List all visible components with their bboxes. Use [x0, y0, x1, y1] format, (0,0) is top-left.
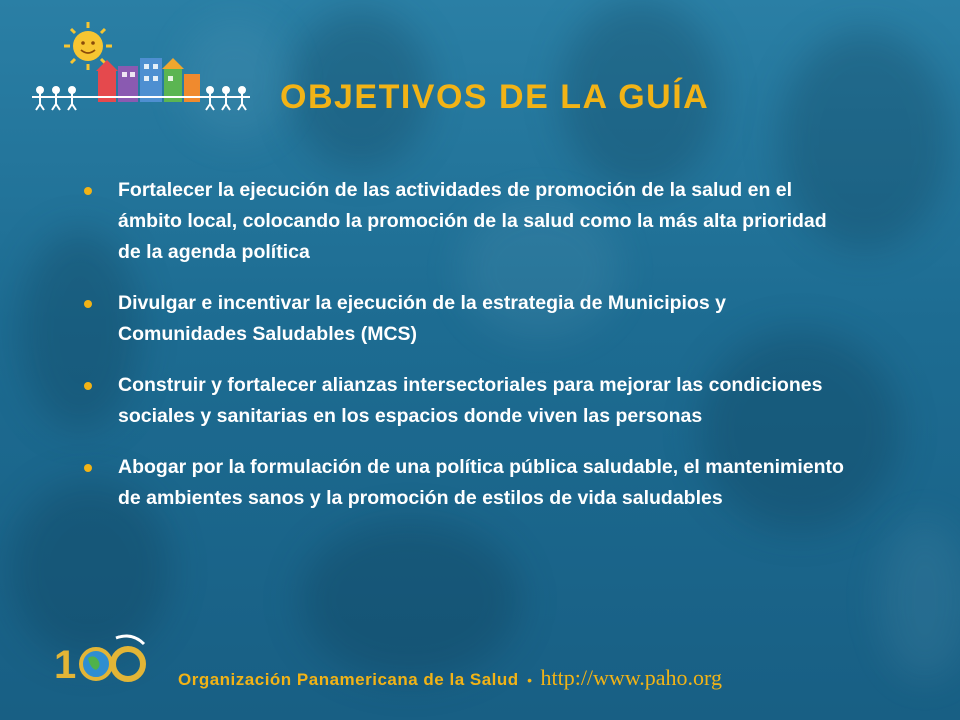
- list-item: [80, 452, 860, 514]
- centennial-one-digit: 1: [54, 643, 77, 687]
- community-houses-sun-logo: [28, 18, 268, 118]
- bullet-dot-icon: [84, 187, 92, 195]
- list-item-text: Divulgar e incentivar la ejecución de la estrategia de Municipios y Comunidades Saludables (MCS): [118, 292, 726, 345]
- footer: [178, 665, 722, 691]
- footer-separator: •: [527, 672, 533, 688]
- paho-centennial-globe-logo: [52, 630, 152, 690]
- list-item-text: Construir y fortalecer alianzas intersectoriales para mejorar las condiciones sociales y sanitarias en los espacios donde viven las personas: [118, 374, 823, 427]
- list-item: [80, 175, 838, 268]
- organization-name: Organización Panamericana de la Salud: [178, 670, 519, 689]
- list-item-text: Abogar por la formulación de una política pública saludable, el mantenimiento de ambientes sanos y la promoción de estilos de vida saludables: [118, 456, 844, 509]
- bullet-dot-icon: [84, 464, 92, 472]
- list-item-text: Fortalecer la ejecución de las actividades de promoción de la salud en el ámbito local, colocando la promoción de la salud como la más alta prioridad de la agenda política: [118, 179, 827, 263]
- objectives-list: [80, 175, 860, 534]
- bullet-dot-icon: [84, 382, 92, 390]
- slide-title: OBJETIVOS DE LA GUÍA: [280, 78, 710, 116]
- bullet-dot-icon: [84, 300, 92, 308]
- list-item: [80, 370, 860, 432]
- website-link[interactable]: http://www.paho.org: [540, 665, 722, 690]
- list-item: [80, 288, 860, 350]
